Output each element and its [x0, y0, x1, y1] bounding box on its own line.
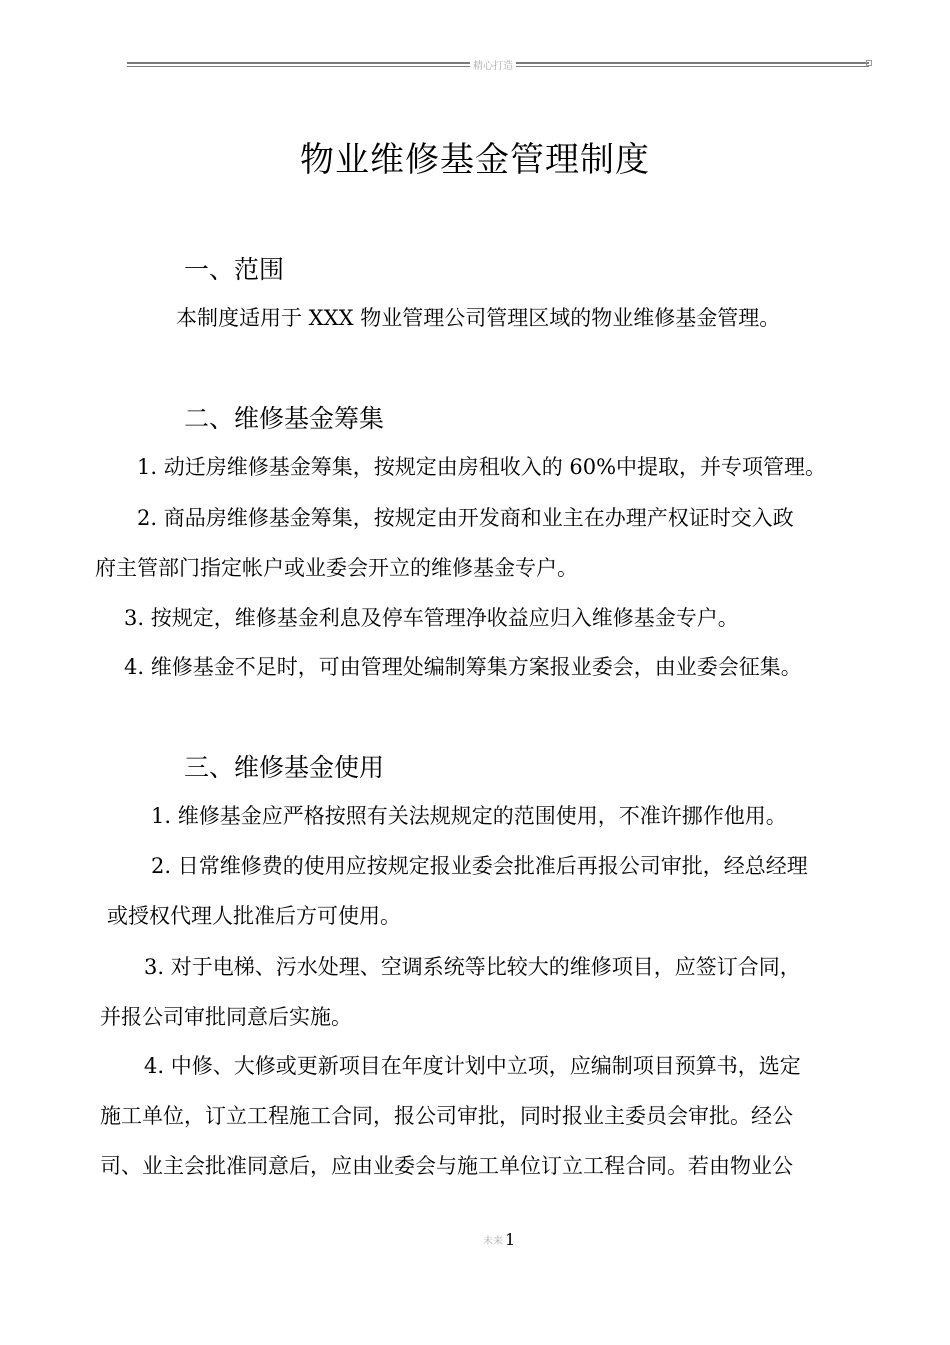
header-rule-end-mark [866, 60, 872, 66]
paragraph-line: 施工单位，订立工程施工合同，报公司审批，同时报业主委员会审批。经公 [100, 1104, 793, 1128]
paragraph-line: 3. 按规定，维修基金利息及停车管理净收益应归入维修基金专户。 [124, 606, 739, 630]
paragraph-line: 3. 对于电梯、污水处理、空调系统等比较大的维修项目，应签订合同， [144, 955, 801, 979]
header-text: 精心打造 [470, 57, 516, 72]
paragraph-line: 本制度适用于 XXX 物业管理公司管理区域的物业维修基金管理。 [176, 306, 781, 330]
section-heading-fund-usage: 三、维修基金使用 [184, 753, 385, 782]
paragraph-line: 并报公司审批同意后实施。 [100, 1005, 352, 1029]
paragraph-line: 4. 中修、大修或更新项目在年度计划中立项，应编制项目预算书，选定 [144, 1054, 801, 1078]
paragraph-line: 司、业主会批准同意后，应由业委会与施工单位订立工程合同。若由物业公 [100, 1154, 793, 1178]
document-title: 物业维修基金管理制度 [300, 140, 650, 180]
paragraph-line: 1. 动迁房维修基金筹集，按规定由房租收入的 60%中提取，并专项管理。 [137, 455, 827, 479]
paragraph-line: 1. 维修基金应严格按照有关法规规定的范围使用，不准许挪作他用。 [151, 804, 787, 828]
paragraph-line: 4. 维修基金不足时，可由管理处编制筹集方案报业委会，由业委会征集。 [124, 655, 802, 679]
section-heading-fund-raising: 二、维修基金筹集 [184, 404, 385, 433]
paragraph-line: 2. 商品房维修基金筹集，按规定由开发商和业主在办理产权证时交入政 [137, 506, 794, 530]
section-heading-scope: 一、范围 [184, 255, 285, 284]
footer-text: 未来 [483, 1236, 503, 1247]
paragraph-line: 或授权代理人批准后方可使用。 [107, 904, 401, 928]
page-number: 1 [505, 1230, 516, 1249]
paragraph-line: 府主管部门指定帐户或业委会开立的维修基金专户。 [95, 556, 578, 580]
paragraph-line: 2. 日常维修费的使用应按规定报业委会批准后再报公司审批，经总经理 [151, 854, 808, 878]
